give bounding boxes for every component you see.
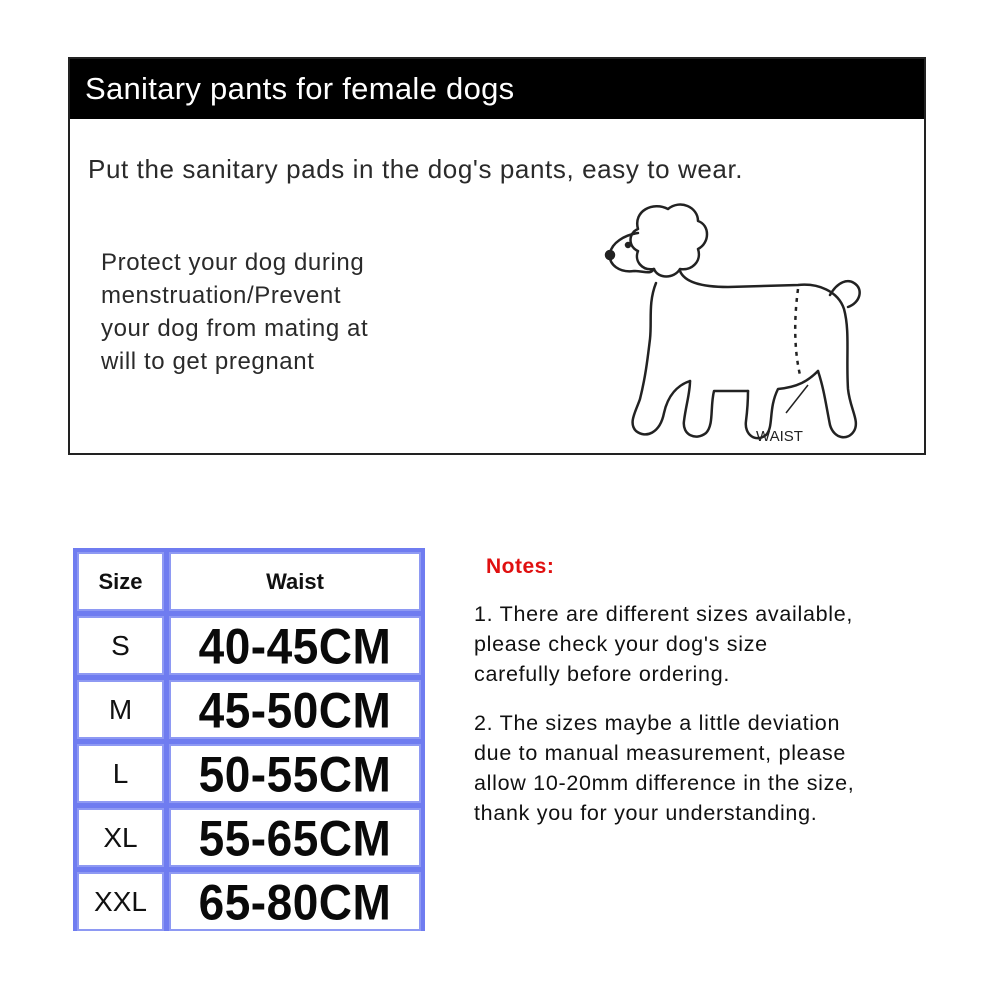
note-line: please check your dog's size — [474, 632, 768, 656]
waist-header: Waist — [169, 552, 421, 611]
note-line: thank you for your understanding. — [474, 801, 818, 825]
table-row — [77, 744, 421, 803]
notes-title: Notes: — [486, 555, 555, 578]
note-line: 2. The sizes maybe a little deviation — [474, 711, 841, 735]
note-2 — [474, 708, 944, 828]
note-line: due to manual measurement, please — [474, 741, 847, 765]
protect-line: your dog from mating at — [101, 315, 369, 342]
size-cell: XXL — [77, 872, 164, 931]
waist-cell: 55-65CM — [198, 809, 392, 866]
protect-line: menstruation/Prevent — [101, 282, 342, 309]
waist-label: WAIST — [756, 428, 803, 445]
protect-text — [101, 246, 441, 378]
intro-subtitle: Put the sanitary pads in the dog's pants, easy to wear. — [88, 154, 744, 184]
note-line: 1. There are different sizes available, — [474, 602, 854, 626]
panel-title: Sanitary pants for female dogs — [70, 59, 924, 119]
size-table — [73, 548, 425, 931]
table-row — [77, 808, 421, 867]
waist-cell: 65-80CM — [198, 873, 392, 930]
note-line: allow 10-20mm difference in the size, — [474, 771, 855, 795]
waist-cell: 45-50CM — [198, 681, 392, 738]
size-cell: L — [77, 744, 164, 803]
size-cell: M — [77, 680, 164, 739]
size-cell: S — [77, 616, 164, 675]
table-row — [77, 680, 421, 739]
waist-cell: 50-55CM — [198, 745, 392, 802]
size-header: Size — [77, 552, 164, 611]
protect-line: will to get pregnant — [101, 348, 315, 375]
info-panel — [68, 57, 926, 455]
dog-outline-icon — [598, 199, 868, 449]
protect-line: Protect your dog during — [101, 249, 365, 276]
table-row — [77, 616, 421, 675]
table-header-row — [77, 552, 421, 611]
note-line: carefully before ordering. — [474, 662, 731, 686]
waist-cell: 40-45CM — [198, 617, 392, 674]
note-1 — [474, 599, 944, 689]
table-row — [77, 872, 421, 931]
size-cell: XL — [77, 808, 164, 867]
